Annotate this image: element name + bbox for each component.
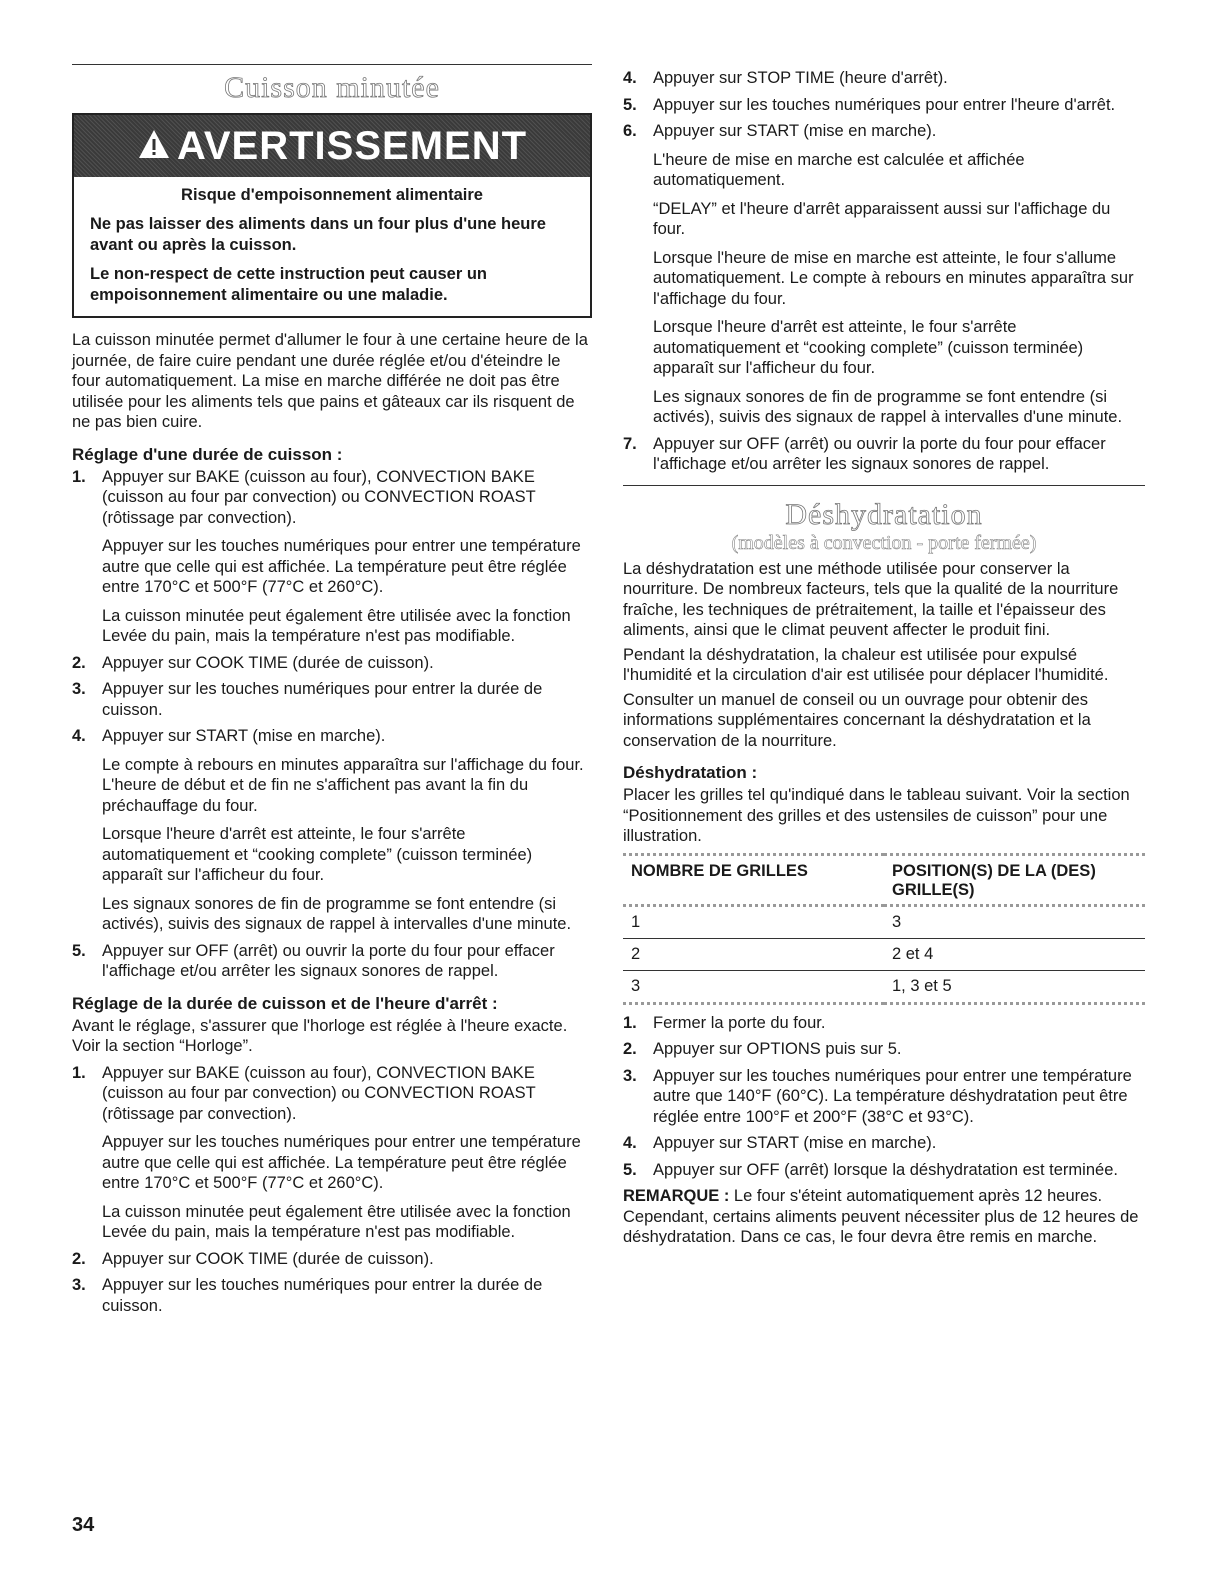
step-text: La cuisson minutée peut également être utilisée avec la fonction Levée du pain, mais la température n'est pas modifiable.: [102, 606, 571, 645]
list-item: [623, 95, 1145, 116]
step-number: 1.: [72, 467, 86, 486]
list-item: [72, 941, 592, 982]
table-cell: 3: [623, 970, 884, 1003]
step-text: Le compte à rebours en minutes apparaîtra sur l'affichage du four. L'heure de début et de fin ne s'affichent pas avant la fin du préchauffage du four.: [102, 755, 584, 815]
table-header: POSITION(S) DE LA (DES) GRILLE(S): [884, 854, 1145, 905]
table-row: [623, 970, 1145, 1003]
list-item: [623, 1039, 1145, 1060]
step-text: Appuyer sur BAKE (cuisson au four), CONVECTION BAKE (cuisson au four par convection) ou CONVECTION ROAST (rôtissage par convection).: [102, 1063, 536, 1123]
paragraph: Avant le réglage, s'assurer que l'horloge est réglée à l'heure exacte. Voir la section “Horloge”.: [72, 1016, 568, 1055]
step-number: 4.: [623, 69, 637, 87]
subheading: Réglage de la durée de cuisson et de l'heure d'arrêt :: [72, 993, 498, 1013]
warning-heading: AVERTISSEMENT: [176, 123, 528, 168]
remark-text: Le four s'éteint automatiquement après 12 heures. Cependant, certains aliments peuvent nécessiter plus de 12 heures de déshydratation. Dans ce cas, le four devra être remis en marche.: [623, 1187, 1139, 1246]
subheading: Déshydratation :: [623, 763, 758, 782]
step-number: 7.: [623, 434, 637, 453]
warning-line: Le non-respect de cette instruction peut causer un empoisonnement alimentaire ou une maladie.: [90, 265, 487, 304]
list-item: [72, 726, 592, 935]
list-item: [72, 467, 592, 647]
list-item: [72, 679, 592, 720]
step-text: Appuyer sur les touches numériques pour entrer la durée de cuisson.: [102, 1276, 543, 1315]
warning-box: [72, 113, 592, 318]
list-item: [623, 1133, 1145, 1154]
step-number: 6.: [623, 122, 637, 140]
remark-label: REMARQUE :: [623, 1187, 730, 1205]
steps-list: [72, 467, 592, 982]
table-cell: 1, 3 et 5: [884, 970, 1145, 1003]
list-item: [623, 1160, 1145, 1181]
section-subtitle: (modèles à convection - porte fermée): [731, 531, 1037, 554]
subheading: Réglage d'une durée de cuisson :: [72, 444, 343, 464]
step-number: 5.: [623, 1160, 637, 1179]
racks-table: [623, 853, 1145, 1005]
step-text: Lorsque l'heure de mise en marche est atteinte, le four s'allume automatiquement. Le compte à rebours en minutes apparaîtra sur l'affichage du four.: [653, 248, 1134, 308]
step-number: 5.: [623, 95, 637, 114]
table-cell: 2: [623, 938, 884, 970]
warning-header: [74, 115, 590, 177]
step-number: 5.: [72, 941, 86, 960]
step-text: Appuyer sur START (mise en marche).: [653, 1134, 937, 1152]
list-item: [623, 1013, 1145, 1034]
step-number: 4.: [623, 1134, 637, 1152]
step-text: La cuisson minutée peut également être utilisée avec la fonction Levée du pain, mais la température n'est pas modifiable.: [102, 1202, 571, 1241]
page-number: 34: [72, 1514, 95, 1536]
step-text: “DELAY” et l'heure d'arrêt apparaissent aussi sur l'affichage du four.: [653, 199, 1111, 238]
section-title: Cuisson minutée: [224, 71, 440, 104]
list-item: [623, 68, 1145, 89]
list-item: [72, 1275, 592, 1316]
warning-triangle-icon: [137, 128, 171, 165]
table-cell: 2 et 4: [884, 938, 1145, 970]
table-cell: 3: [884, 905, 1145, 938]
warning-line: Ne pas laisser des aliments dans un four plus d'une heure avant ou après la cuisson.: [90, 215, 546, 254]
steps-list: [623, 68, 1145, 475]
step-text: Appuyer sur BAKE (cuisson au four), CONVECTION BAKE (cuisson au four par convection) ou CONVECTION ROAST (rôtissage par convection).: [102, 467, 536, 527]
steps-list: [623, 1013, 1145, 1181]
table-row: [623, 938, 1145, 970]
step-text: Fermer la porte du four.: [653, 1013, 826, 1032]
table-row: [623, 905, 1145, 938]
section-rule: [623, 485, 1145, 486]
step-number: 1.: [72, 1063, 86, 1082]
step-text: L'heure de mise en marche est calculée et affichée automatiquement.: [653, 150, 1025, 189]
list-item: [623, 434, 1145, 475]
list-item: [72, 1249, 592, 1270]
list-item: [72, 1063, 592, 1243]
step-text: Appuyer sur COOK TIME (durée de cuisson).: [102, 1249, 434, 1268]
step-text: Appuyer sur OFF (arrêt) ou ouvrir la porte du four pour effacer l'affichage et/ou arrêter les signaux sonores de rappel.: [653, 434, 1106, 473]
step-text: Appuyer sur STOP TIME (heure d'arrêt).: [653, 69, 948, 87]
paragraph: Consulter un manuel de conseil ou un ouvrage pour obtenir des informations supplémentaires concernant la déshydratation et la conservation de la nourriture.: [623, 690, 1091, 750]
step-text: Appuyer sur les touches numériques pour entrer une température autre que celle qui est affichée. La température peut être réglée entre 170°C et 500°F (77°C et 260°C).: [102, 537, 581, 596]
steps-list: [72, 1063, 592, 1317]
step-number: 3.: [72, 1276, 86, 1294]
step-text: Appuyer sur les touches numériques pour entrer la durée de cuisson.: [102, 680, 543, 719]
step-text: Appuyer sur les touches numériques pour entrer l'heure d'arrêt.: [653, 95, 1116, 114]
warning-subtitle: Risque d'empoisonnement alimentaire: [181, 186, 483, 204]
step-text: Lorsque l'heure d'arrêt est atteinte, le four s'arrête automatiquement et “cooking complete” (cuisson terminée) apparaît sur l'afficheur du four.: [102, 825, 533, 884]
table-cell: 1: [623, 905, 884, 938]
paragraph: Placer les grilles tel qu'indiqué dans le tableau suivant. Voir la section “Positionnement des grilles et des ustensiles de cuisson” pour une illustration.: [623, 786, 1130, 845]
step-text: Appuyer sur COOK TIME (durée de cuisson).: [102, 653, 434, 672]
step-number: 1.: [623, 1013, 637, 1032]
step-number: 3.: [623, 1066, 637, 1085]
section-rule: [72, 64, 592, 65]
step-text: Les signaux sonores de fin de programme se font entendre (si activés), suivis des signaux de rappel à intervalles d'une minute.: [102, 894, 572, 933]
table-header: NOMBRE DE GRILLES: [623, 854, 884, 905]
step-text: Appuyer sur START (mise en marche).: [102, 727, 386, 745]
step-text: Appuyer sur les touches numériques pour entrer une température autre que 140°F (60°C). La température déshydratation peut être réglée entre 100°F et 200°F (38°C et 93°C).: [653, 1066, 1132, 1126]
intro-paragraph: La cuisson minutée permet d'allumer le four à une certaine heure de la journée, de faire cuire pendant une durée réglée et/ou d'éteindre le four automatiquement. La mise en marche différée ne doit pas être utilisée pour les aliments tels que pains et gâteaux car ils risquent de ne pas bien cuire.: [72, 331, 588, 431]
paragraph: Pendant la déshydratation, la chaleur est utilisée pour expulsé l'humidité et la circulation d'air est utilisée pour déplacer l'humidité.: [623, 645, 1109, 684]
step-number: 3.: [72, 680, 86, 698]
list-item: [72, 653, 592, 674]
step-number: 4.: [72, 727, 86, 745]
step-text: Appuyer sur START (mise en marche).: [653, 122, 937, 140]
paragraph: La déshydratation est une méthode utilisée pour conserver la nourriture. De nombreux facteurs, tels que la qualité de la nourriture fraîche, les techniques de prétraitement, la taille et l'épaisseur des aliments, ainsi que le climat peuvent affecter le produit fini.: [623, 559, 1119, 639]
list-item: [623, 121, 1145, 428]
step-text: Appuyer sur OPTIONS puis sur 5.: [653, 1040, 902, 1058]
left-column: [72, 64, 592, 1322]
remark-paragraph: [623, 1186, 1145, 1248]
step-text: Appuyer sur les touches numériques pour entrer une température autre que celle qui est affichée. La température peut être réglée entre 170°C et 500°F (77°C et 260°C).: [102, 1133, 581, 1192]
step-text: Les signaux sonores de fin de programme se font entendre (si activés), suivis des signaux de rappel à intervalles d'une minute.: [653, 387, 1123, 426]
right-column: [623, 68, 1145, 1258]
step-number: 2.: [72, 653, 86, 672]
step-text: Lorsque l'heure d'arrêt est atteinte, le four s'arrête automatiquement et “cooking complete” (cuisson terminée) apparaît sur l'afficheur du four.: [653, 318, 1084, 377]
step-number: 2.: [623, 1040, 637, 1058]
list-item: [623, 1066, 1145, 1128]
step-text: Appuyer sur OFF (arrêt) lorsque la déshydratation est terminée.: [653, 1160, 1118, 1179]
step-number: 2.: [72, 1249, 86, 1268]
section-title: Déshydratation: [785, 497, 983, 531]
step-text: Appuyer sur OFF (arrêt) ou ouvrir la porte du four pour effacer l'affichage et/ou arrêter les signaux sonores de rappel.: [102, 941, 555, 980]
